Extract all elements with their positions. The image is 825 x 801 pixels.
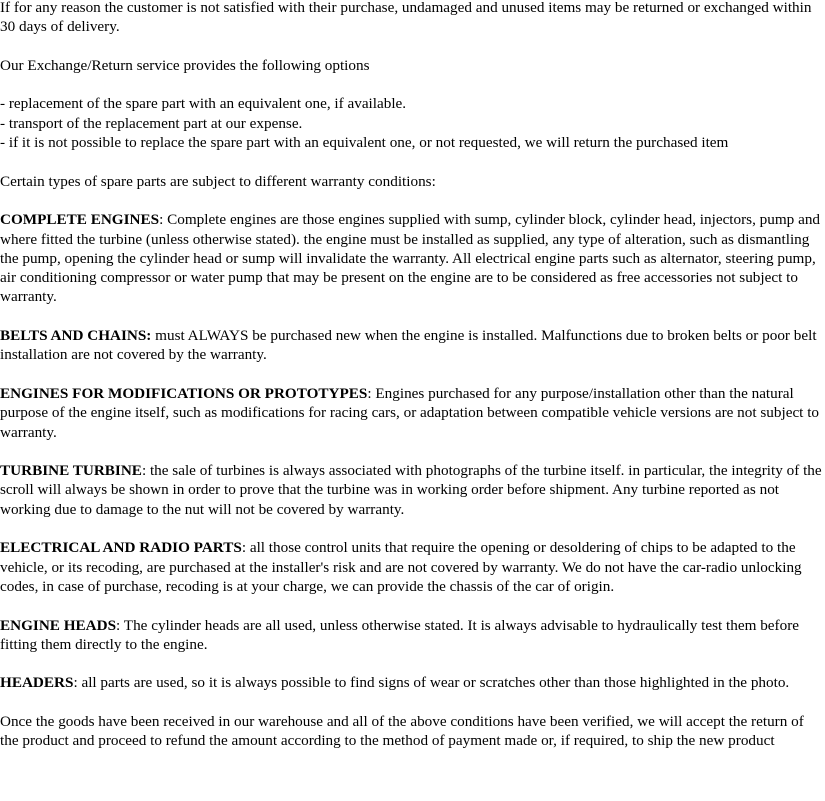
section-title: TURBINE TURBINE bbox=[0, 462, 142, 480]
section-title: ENGINE HEADS bbox=[0, 616, 117, 634]
section-complete-engines bbox=[0, 210, 824, 306]
section-title: BELTS AND CHAINS: bbox=[0, 327, 152, 345]
section-engines-for-modifications bbox=[0, 384, 824, 442]
section-title: COMPLETE ENGINES bbox=[0, 211, 160, 229]
section-text: must ALWAYS be purchased new when the engine is installed. Malfunctions due to broken belts or poor belt installation are not covered by the warranty. bbox=[0, 327, 817, 364]
intro-paragraph: If for any reason the customer is not satisfied with their purchase, undamaged and unused items may be returned or exchanged within 30 days of delivery. bbox=[0, 0, 812, 36]
section-text: : Engines purchased for any purpose/installation other than the natural purpose of the engine itself, such as modifications for racing cars, or adaptation between compatible vehicle versions are not subject to warranty. bbox=[0, 384, 820, 441]
section-belts-and-chains bbox=[0, 326, 824, 365]
section-title: ELECTRICAL AND RADIO PARTS bbox=[0, 539, 242, 557]
section-text: : The cylinder heads are all used, unless otherwise stated. It is always advisable to hydraulically test them before fitting them directly to the engine. bbox=[0, 616, 799, 653]
section-text: : all those control units that require the opening or desoldering of chips to be adapted to the vehicle, or its recoding, are purchased at the installer's risk and are not covered by warranty. We do not have the car-radio unlocking codes, in case of purchase, recoding is at your charge, we can provide the chassis of the car of origin. bbox=[0, 539, 802, 595]
warranty-heading: Certain types of spare parts are subject to different warranty conditions: bbox=[0, 172, 436, 190]
option-item: - transport of the replacement part at our expense. bbox=[0, 114, 303, 132]
section-text: : all parts are used, so it is always possible to find signs of wear or scratches other than those highlighted in the photo. bbox=[73, 674, 790, 692]
section-engine-heads bbox=[0, 616, 824, 655]
closing-paragraph: Once the goods have been received in our warehouse and all of the above conditions have been verified, we will accept the return of the product and proceed to refund the amount according to the method of payment made or, if required, to ship the new product bbox=[0, 712, 804, 750]
options-list bbox=[0, 94, 824, 152]
option-item: - replacement of the spare part with an equivalent one, if available. bbox=[0, 95, 407, 113]
section-title: ENGINES FOR MODIFICATIONS OR PROTOTYPES bbox=[0, 384, 368, 402]
section-electrical-and-radio-parts bbox=[0, 538, 824, 596]
section-turbine bbox=[0, 461, 824, 519]
options-heading: Our Exchange/Return service provides the following options bbox=[0, 56, 370, 74]
section-text: : the sale of turbines is always associated with photographs of the turbine itself. in particular, the integrity of the scroll will always be shown in order to prove that the turbine was in working order before shipment. Any turbine reported as not working due to damage to the nut will not be covered by warranty. bbox=[0, 462, 822, 518]
section-title: HEADERS bbox=[0, 674, 74, 692]
option-item: - if it is not possible to replace the spare part with an equivalent one, or not requested, we will return the purchased item bbox=[0, 134, 729, 152]
section-headers bbox=[0, 673, 824, 692]
section-text: : Complete engines are those engines supplied with sump, cylinder block, cylinder head, injectors, pump and where fitted the turbine (unless otherwise stated). the engine must be installed as supplied, any type of alteration, such as dismantling the pump, opening the cylinder head or sump will invalidate the warranty. All electrical engine parts such as alternator, steering pump, air conditioning compressor or water pump that may be present on the engine are to be considered as free accessories not subject to warranty. bbox=[0, 211, 821, 306]
